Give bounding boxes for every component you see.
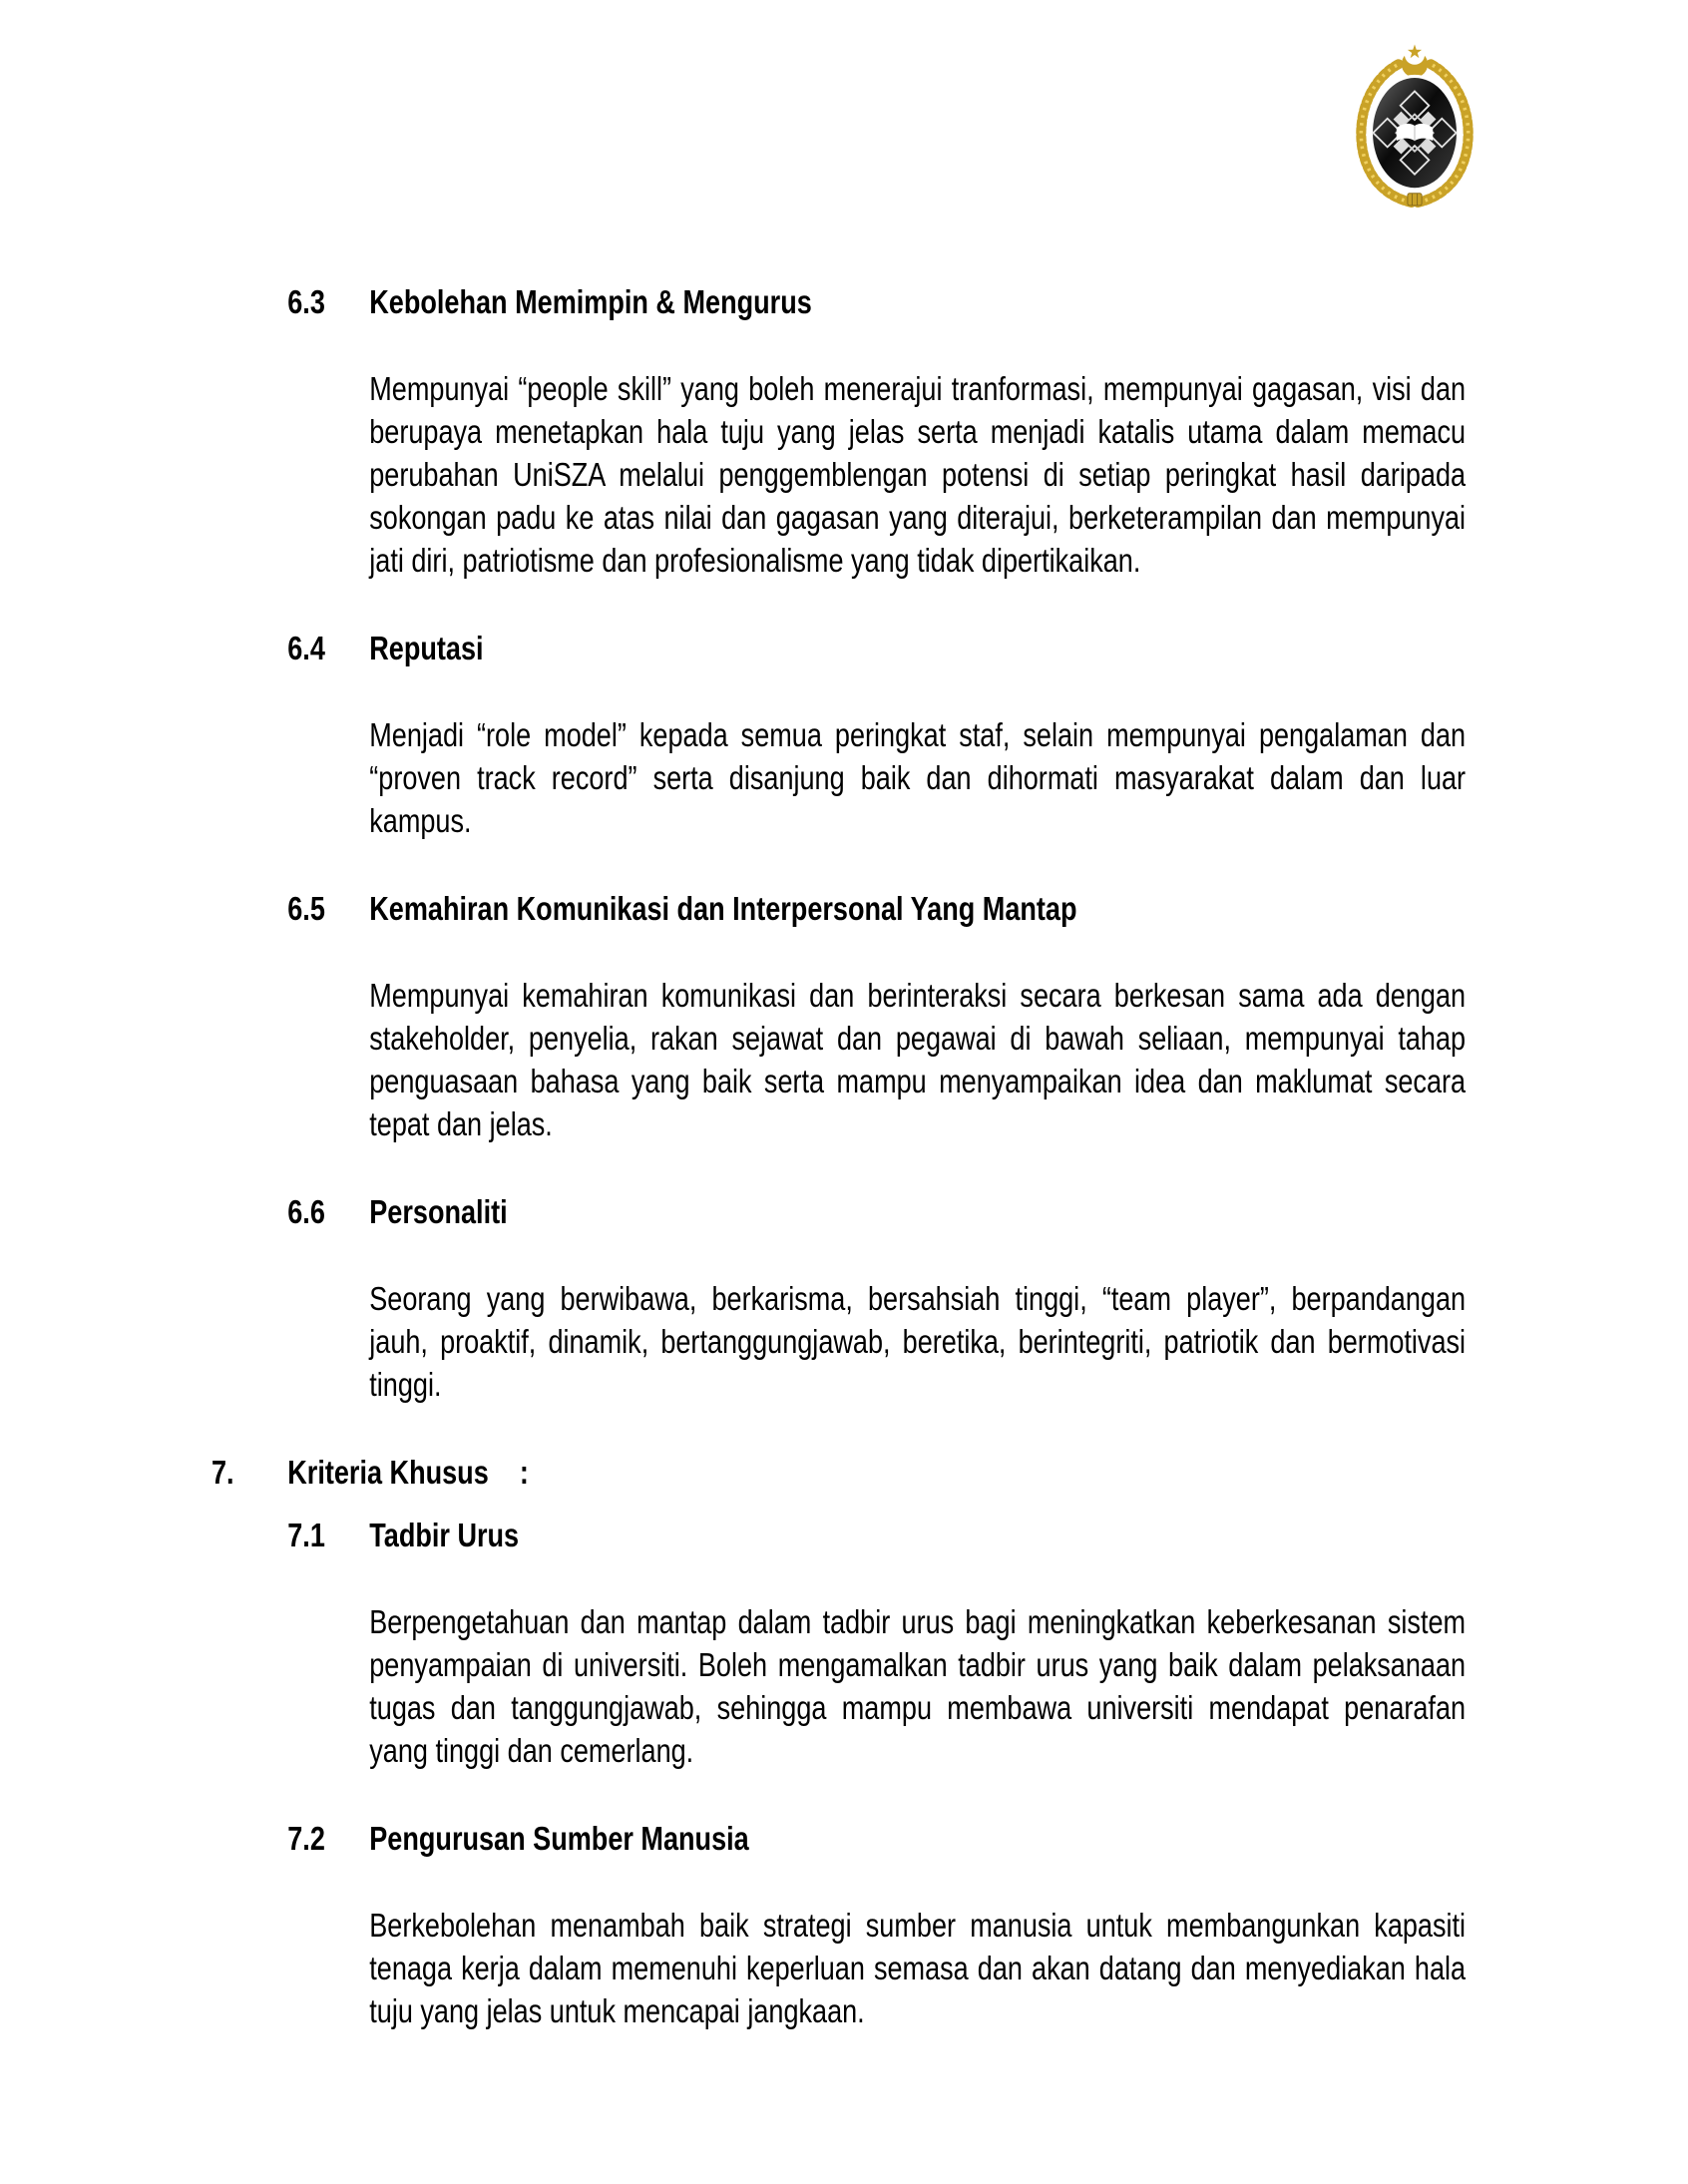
unisza-crest-icon (1349, 40, 1480, 212)
section-6-6 (211, 1190, 1472, 1406)
section-paragraph: Mempunyai “people skill” yang boleh menerajui tranformasi, mempunyai gagasan, visi dan berupaya menetapkan hala tuju yang jelas serta menjadi katalis utama dalam memacu perubahan UniSZA melalui penggemblengan potensi di setiap peringkat hasil daripada sokongan padu ke atas nilai dan gagasan yang diterajui, berketerampilan dan mempunyai jati diri, patriotisme dan profesionalisme yang tidak dipertikaikan. (369, 370, 1467, 579)
section-7-2 (211, 1817, 1472, 2032)
section-number: 7.1 (287, 1517, 325, 1553)
document-content (211, 280, 1472, 2077)
section-number: 6.3 (287, 283, 325, 320)
section-number: 7. (211, 1454, 234, 1491)
section-title: Pengurusan Sumber Manusia (369, 1820, 749, 1857)
section-title: Tadbir Urus (369, 1517, 520, 1553)
section-title: Kemahiran Komunikasi dan Interpersonal Yang Mantap (369, 890, 1077, 927)
section-paragraph: Berkebolehan menambah baik strategi sumber manusia untuk membangunkan kapasiti tenaga kerja dalam memenuhi keperluan semasa dan akan datang dan menyediakan hala tuju yang jelas untuk mencapai jangkaan. (369, 1907, 1467, 2029)
section-title: Reputasi (369, 630, 484, 666)
section-7 (211, 1451, 1472, 1494)
section-heading (211, 1451, 1472, 1494)
section-paragraph: Menjadi “role model” kepada semua peringkat staf, selain mempunyai pengalaman dan “proven track record” serta disanjung baik dan dihormati masyarakat dalam dan luar kampus. (369, 716, 1467, 839)
section-heading (211, 627, 1472, 669)
section-heading (211, 280, 1472, 323)
section-title: Kebolehan Memimpin & Mengurus (369, 283, 812, 320)
section-number: 6.5 (287, 890, 325, 927)
section-title: Personaliti (369, 1193, 508, 1230)
section-heading (211, 1190, 1472, 1233)
section-number: 6.4 (287, 630, 325, 666)
section-7-1 (211, 1514, 1472, 1772)
section-title: Kriteria Khusus (287, 1454, 489, 1491)
section-paragraph: Seorang yang berwibawa, berkarisma, bersahsiah tinggi, “team player”, berpandangan jauh, proaktif, dinamik, bertanggungjawab, beretika, berintegriti, patriotik dan bermotivasi tinggi. (369, 1280, 1467, 1403)
section-heading (211, 1514, 1472, 1556)
section-6-3 (211, 280, 1472, 582)
section-6-4 (211, 627, 1472, 842)
section-paragraph: Berpengetahuan dan mantap dalam tadbir urus bagi meningkatkan keberkesanan sistem penyampaian di universiti. Boleh mengamalkan tadbir urus yang baik dalam pelaksanaan tugas dan tanggungjawab, sehingga mampu membawa universiti mendapat penarafan yang tinggi dan cemerlang. (369, 1603, 1467, 1769)
section-6-5 (211, 887, 1472, 1145)
section-number: 7.2 (287, 1820, 325, 1857)
section-number: 6.6 (287, 1193, 325, 1230)
section-heading (211, 1817, 1472, 1860)
section-heading (211, 887, 1472, 930)
section-colon: : (519, 1454, 529, 1491)
section-paragraph: Mempunyai kemahiran komunikasi dan berinteraksi secara berkesan sama ada dengan stakeholder, penyelia, rakan sejawat dan pegawai di bawah seliaan, mempunyai tahap penguasaan bahasa yang baik serta mampu menyampaikan idea dan maklumat secara tepat dan jelas. (369, 977, 1467, 1142)
